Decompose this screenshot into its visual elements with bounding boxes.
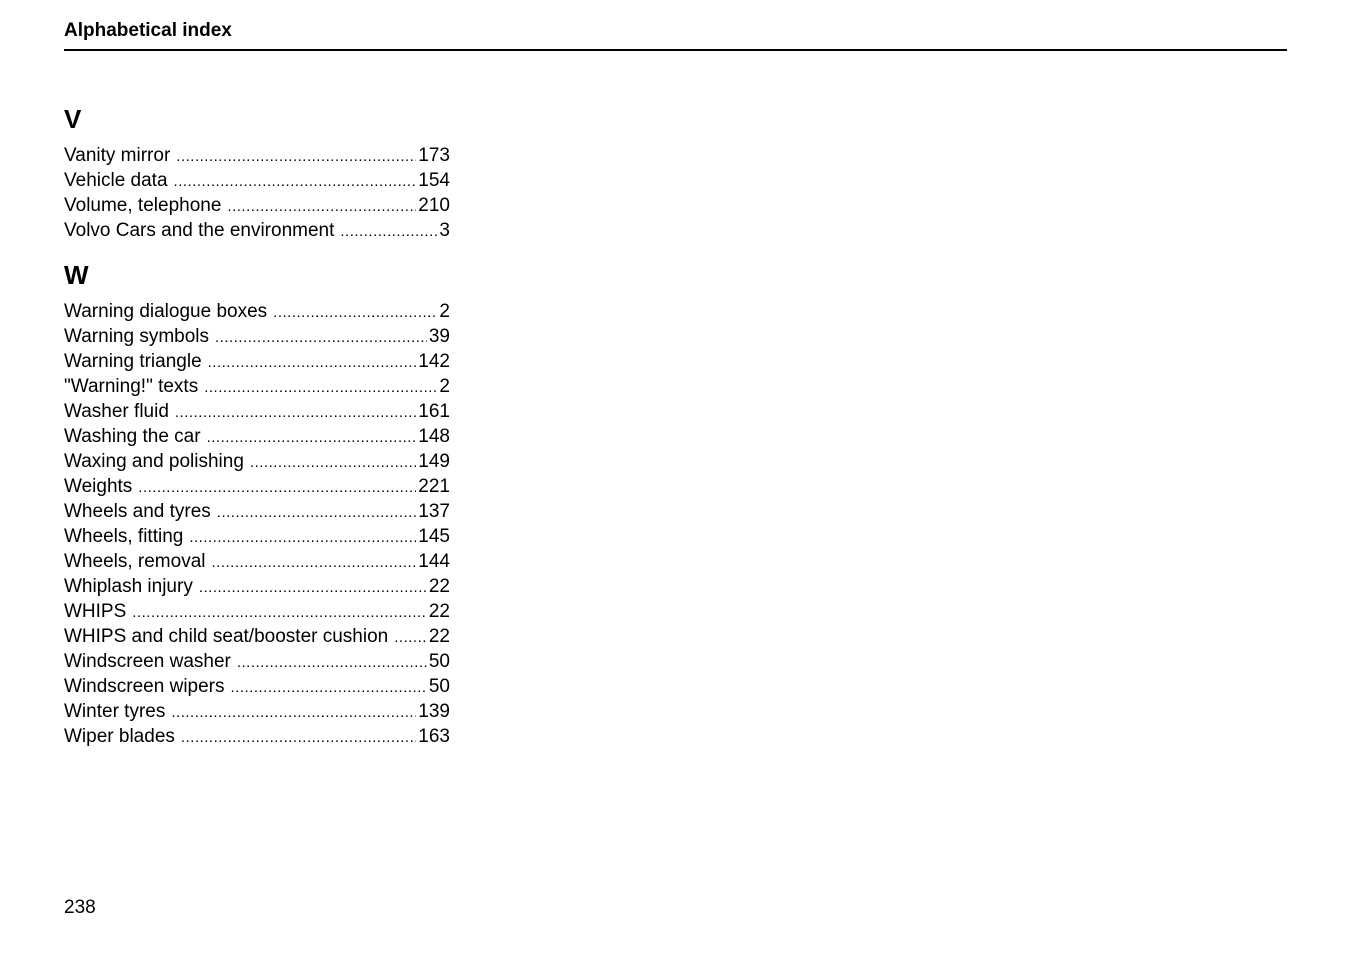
entry-term: Vanity mirror: [64, 145, 171, 166]
entry-page: 137: [418, 501, 450, 522]
entry-page: 210: [418, 195, 450, 216]
index-entry: [64, 574, 450, 599]
dot-leader: [227, 193, 416, 218]
entry-page: 145: [418, 526, 450, 547]
dot-leader: [175, 399, 416, 424]
entry-term: Warning symbols: [64, 326, 210, 347]
entry-page: 22: [428, 601, 450, 622]
entry-term: Volume, telephone: [64, 195, 222, 216]
index-entry: [64, 349, 450, 374]
entry-term: Winter tyres: [64, 701, 166, 722]
section-letter: V: [64, 104, 82, 134]
dot-leader: [204, 374, 437, 399]
entry-page: 161: [418, 401, 450, 422]
entry-term: Whiplash injury: [64, 576, 193, 597]
index-entry: [64, 218, 450, 243]
index-entry: [64, 524, 450, 549]
dot-leader: [215, 324, 427, 349]
index-section-v: [64, 103, 450, 243]
index-entry: [64, 324, 450, 349]
index-entry: [64, 599, 450, 624]
entry-page: 3: [439, 220, 450, 241]
entry-page: 50: [428, 676, 450, 697]
index-entry: [64, 168, 450, 193]
dot-leader: [138, 474, 416, 499]
entry-page: 144: [418, 551, 450, 572]
dot-leader: [189, 524, 416, 549]
entry-page: 148: [418, 426, 450, 447]
entry-term: Vehicle data: [64, 170, 168, 191]
dot-leader: [273, 299, 437, 324]
entry-term: Weights: [64, 476, 133, 497]
entry-term: Wheels and tyres: [64, 501, 211, 522]
entry-term: Windscreen wipers: [64, 676, 225, 697]
dot-leader: [231, 674, 427, 699]
entry-term: Volvo Cars and the environment: [64, 220, 335, 241]
entry-term: Washing the car: [64, 426, 201, 447]
entry-page: 149: [418, 451, 450, 472]
entry-term: Washer fluid: [64, 401, 169, 422]
entry-page: 50: [428, 651, 450, 672]
index-entry: [64, 449, 450, 474]
entry-term: Waxing and polishing: [64, 451, 244, 472]
entry-term: Windscreen washer: [64, 651, 231, 672]
entry-list: [64, 143, 450, 243]
index-entry: [64, 424, 450, 449]
dot-leader: [176, 143, 416, 168]
dot-leader: [217, 499, 417, 524]
dot-leader: [199, 574, 427, 599]
entry-term: WHIPS: [64, 601, 127, 622]
index-entry: [64, 499, 450, 524]
dot-leader: [207, 424, 417, 449]
entry-page: 39: [428, 326, 450, 347]
index-entry: [64, 674, 450, 699]
dot-leader: [181, 724, 416, 749]
dot-leader: [212, 549, 417, 574]
dot-leader: [237, 649, 427, 674]
index-entry: [64, 143, 450, 168]
index-entry: [64, 699, 450, 724]
entry-term: "Warning!" texts: [64, 376, 199, 397]
dot-leader: [171, 699, 416, 724]
entry-term: Wiper blades: [64, 726, 175, 747]
index-entry: [64, 193, 450, 218]
entry-page: 22: [428, 576, 450, 597]
index-entry: [64, 299, 450, 324]
entry-page: 221: [418, 476, 450, 497]
dot-leader: [394, 624, 427, 649]
dot-leader: [174, 168, 417, 193]
entry-term: Wheels, fitting: [64, 526, 184, 547]
dot-leader: [132, 599, 427, 624]
entry-term: Warning triangle: [64, 351, 202, 372]
page-number: 238: [64, 897, 96, 918]
entry-term: Wheels, removal: [64, 551, 206, 572]
index-entry: [64, 624, 450, 649]
index-entry: [64, 474, 450, 499]
entry-term: Warning dialogue boxes: [64, 301, 268, 322]
page-title: Alphabetical index: [64, 20, 232, 41]
entry-page: 22: [428, 626, 450, 647]
entry-term: WHIPS and child seat/booster cushion: [64, 626, 389, 647]
entry-page: 142: [418, 351, 450, 372]
entry-page: 2: [439, 301, 450, 322]
entry-page: 163: [418, 726, 450, 747]
index-entry: [64, 724, 450, 749]
index-section-w: [64, 259, 450, 749]
index-entry: [64, 374, 450, 399]
section-letter: W: [64, 260, 89, 290]
dot-leader: [250, 449, 416, 474]
index-entry: [64, 649, 450, 674]
dot-leader: [340, 218, 437, 243]
entry-list: [64, 299, 450, 749]
index-entry: [64, 549, 450, 574]
dot-leader: [208, 349, 417, 374]
entry-page: 173: [418, 145, 450, 166]
entry-page: 154: [418, 170, 450, 191]
entry-page: 2: [439, 376, 450, 397]
entry-page: 139: [418, 701, 450, 722]
index-entry: [64, 399, 450, 424]
page-header: [64, 18, 1287, 51]
index-column: [64, 103, 450, 749]
